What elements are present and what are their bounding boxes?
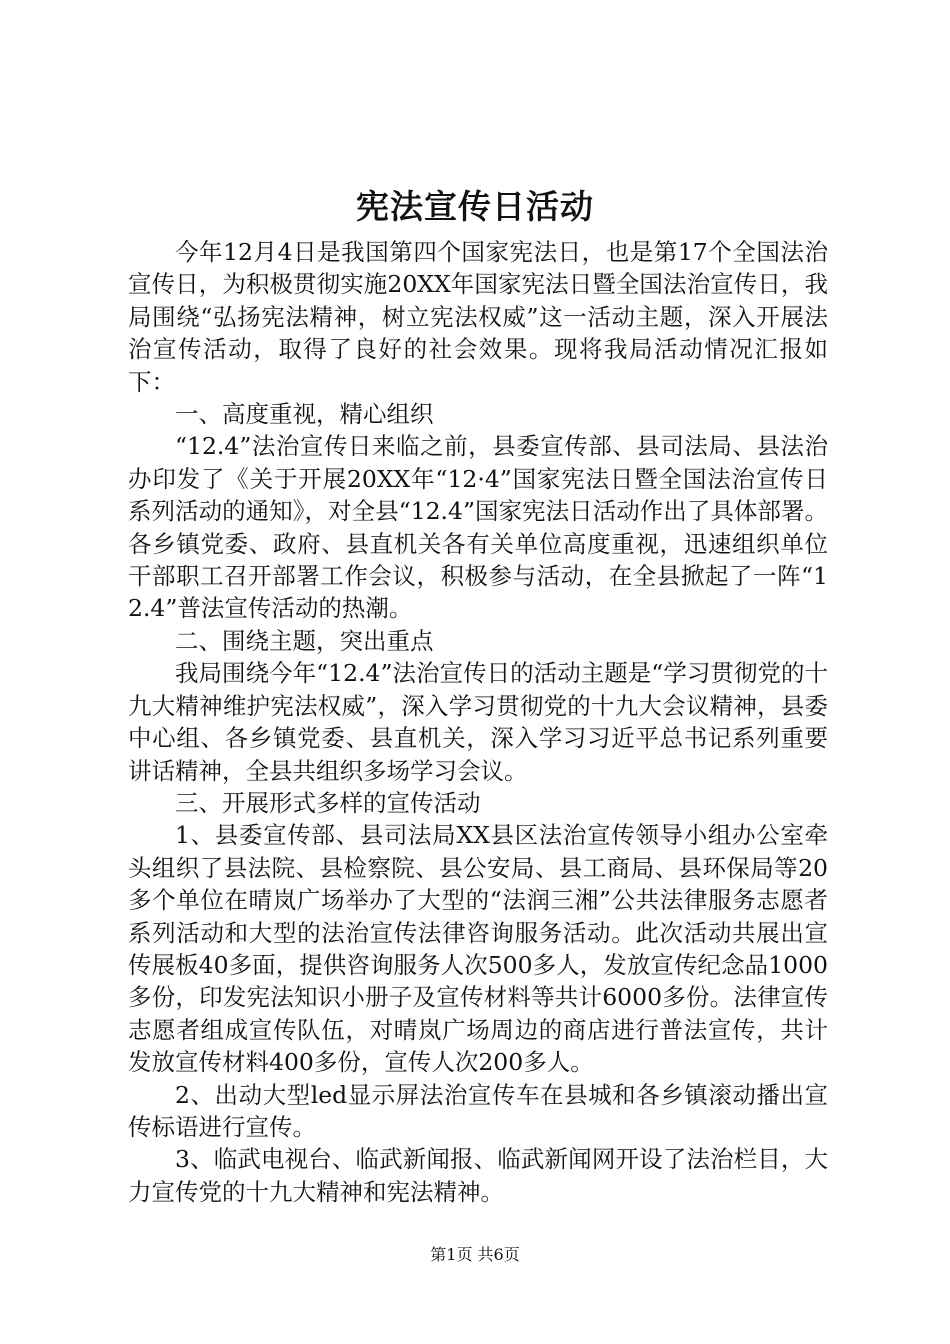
document-title: 宪法宣传日活动 xyxy=(356,187,594,226)
page-footer: 第1页 共6页 xyxy=(430,1245,520,1264)
paragraph-item-1: 1、县委宣传部、县司法局XX县区法治宣传领导小组办公室牵头组织了县法院、县检察院、县公安局、县工商局、县环保局等20多个单位在晴岚广场举办了大型的“法润三湘”公共法律服务志愿者系列活动和大型的法治宣传法律咨询服务活动。此次活动共展出宣传展板40多面，提供咨询服务人次500多人，发放宣传纪念品1000多份，印发宪法知识小册子及宣传材料等共计6000多份。法律宣传志愿者组成宣传队伍，对晴岚广场周边的商店进行普法宣传，共计发放宣传材料400多份，宣传人次200多人。 xyxy=(128,821,828,1077)
section-heading-2: 二、围绕主题，突出重点 xyxy=(175,626,434,655)
document-body xyxy=(128,236,828,1208)
paragraph-section-1: “12.4”法治宣传日来临之前，县委宣传部、县司法局、县法治办印发了《关于开展20XX年“12·4”国家宪法日暨全国法治宣传日系列活动的通知》，对全县“12.4”国家宪法日活动作出了具体部署。各乡镇党委、政府、县直机关各有关单位高度重视，迅速组织单位干部职工召开部署工作会议，积极参与活动，在全县掀起了一阵“12.4”普法宣传活动的热潮。 xyxy=(128,432,828,623)
section-heading-1: 一、高度重视，精心组织 xyxy=(175,400,434,429)
paragraph-section-2: 我局围绕今年“12.4”法治宣传日的活动主题是“学习贯彻党的十九大精神维护宪法权威”，深入学习贯彻党的十九大会议精神，县委中心组、各乡镇党委、县直机关，深入学习习近平总书记系列重要讲话精神，全县共组织多场学习会议。 xyxy=(128,659,828,785)
paragraph-intro: 今年12月4日是我国第四个国家宪法日，也是第17个全国法治宣传日，为积极贯彻实施20XX年国家宪法日暨全国法治宣传日，我局围绕“弘扬宪法精神，树立宪法权威”这一活动主题，深入开展法治宣传活动，取得了良好的社会效果。现将我局活动情况汇报如下： xyxy=(128,238,828,396)
section-heading-3: 三、开展形式多样的宣传活动 xyxy=(175,788,481,817)
paragraph-item-2: 2、出动大型led显示屏法治宣传车在县城和各乡镇滚动播出宣传标语进行宣传。 xyxy=(128,1080,828,1141)
paragraph-item-3: 3、临武电视台、临武新闻报、临武新闻网开设了法治栏目，大力宣传党的十九大精神和宪法精神。 xyxy=(128,1145,828,1206)
